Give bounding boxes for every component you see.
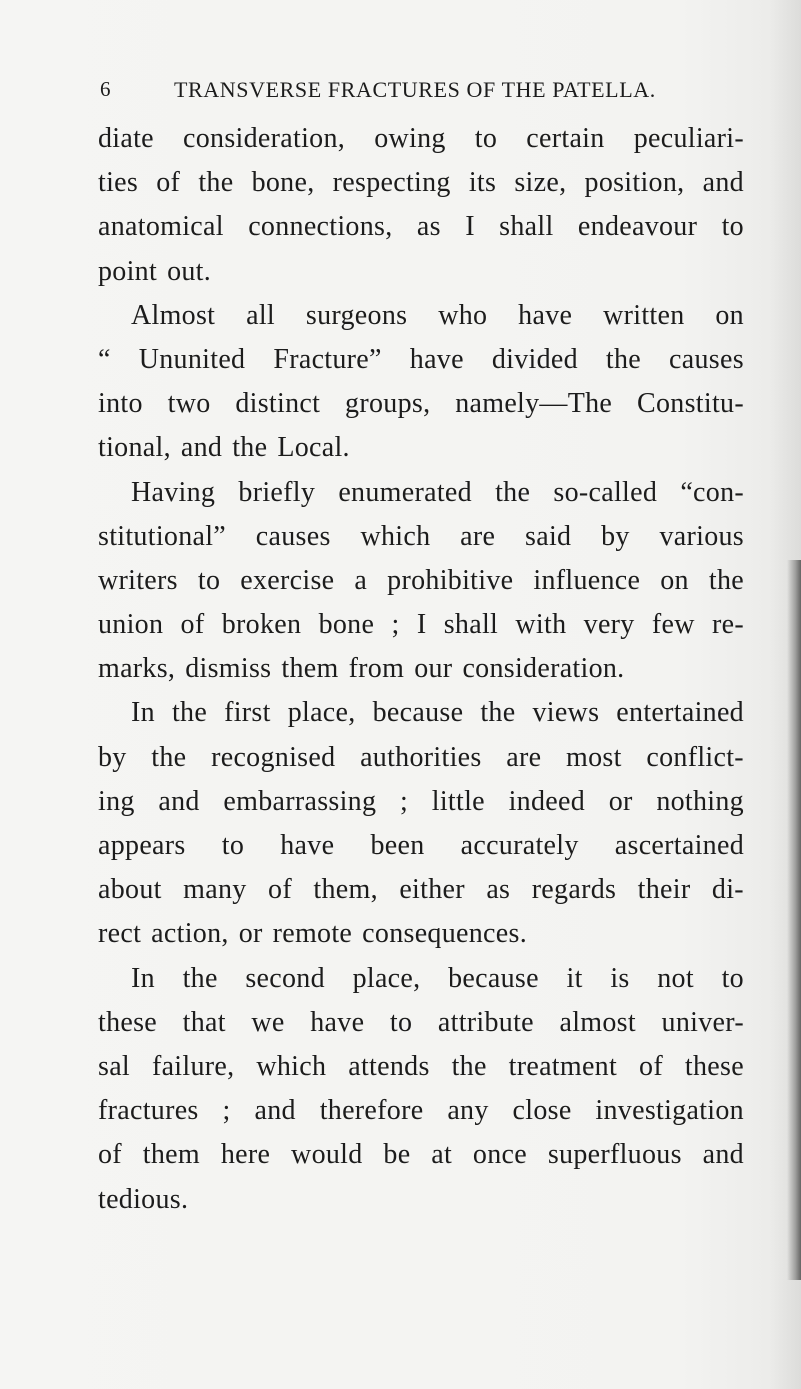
text-line: Almost all surgeons who have written on [131, 299, 744, 331]
text-line: ing and embarrassing ; little indeed or nothing [98, 785, 744, 817]
text-line: diate consideration, owing to certain peculiari- [98, 123, 744, 154]
text-line: “ Ununited Fracture” have divided the causes [98, 343, 744, 375]
text-line: anatomical connections, as I shall endeavour to [98, 211, 744, 243]
text-line: of them here would be at once superfluous and [98, 1139, 744, 1171]
page-edge-shadow [787, 560, 801, 1280]
text-line: sal failure, which attends the treatment of these [98, 1050, 744, 1082]
text-line: about many of them, either as regards their di- [98, 874, 744, 906]
text-line: into two distinct groups, namely—The Constitu- [98, 388, 744, 420]
body-text [98, 117, 744, 1222]
text-line: rect action, or remote consequences. [98, 918, 528, 950]
running-title: TRANSVERSE FRACTURES OF THE PATELLA. [174, 77, 656, 102]
text-line: tedious. [98, 1183, 189, 1215]
text-line: these that we have to attribute almost univer- [98, 1006, 744, 1038]
text-line: Having briefly enumerated the so-called “con- [131, 476, 744, 508]
text-line: union of broken bone ; I shall with very few re- [98, 609, 744, 641]
page-number: 6 [100, 77, 112, 101]
text-line: stitutional” causes which are said by various [98, 520, 744, 552]
text-line: point out. [98, 255, 212, 287]
text-line: tional, and the Local. [98, 432, 350, 464]
text-line: In the second place, because it is not to [131, 962, 744, 994]
text-line: In the first place, because the views entertained [131, 697, 744, 729]
text-line: ties of the bone, respecting its size, position, and [98, 167, 744, 199]
text-line: by the recognised authorities are most conflict- [98, 741, 744, 773]
running-header [100, 74, 690, 108]
text-line: appears to have been accurately ascertained [98, 830, 744, 861]
text-line: marks, dismiss them from our consideration. [98, 653, 625, 685]
text-line: fractures ; and therefore any close investigation [98, 1095, 744, 1127]
text-line: writers to exercise a prohibitive influence on the [98, 564, 744, 596]
